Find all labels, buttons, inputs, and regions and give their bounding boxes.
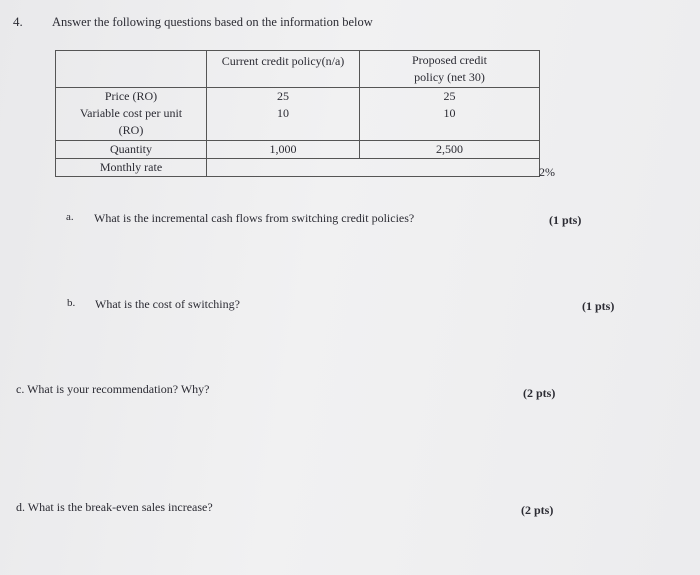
proposed-price-varcost-cell (360, 88, 540, 141)
table-header-row (56, 51, 540, 88)
label-variable-cost-line1: Variable cost per unit (79, 106, 183, 120)
current-price: 25 (277, 89, 289, 103)
header-current-policy: Current credit policy(n/a) (207, 51, 360, 88)
part-b-question: What is the cost of switching? (95, 297, 240, 311)
header-proposed-policy (360, 51, 540, 88)
header-empty-cell (56, 51, 207, 88)
label-quantity: Quantity (56, 141, 207, 159)
table-row (56, 141, 540, 159)
proposed-variable-cost: 10 (443, 106, 456, 120)
current-quantity: 1,000 (207, 141, 360, 159)
part-c-points: (2 pts) (523, 386, 556, 400)
credit-policy-table (55, 50, 555, 179)
label-price: Price (RO) (104, 89, 158, 103)
question-instruction: Answer the following questions based on the information below (52, 15, 373, 29)
part-d-question: d. What is the break-even sales increase? (16, 500, 213, 514)
header-proposed-line1: Proposed credit (412, 53, 487, 67)
monthly-rate-value: 2% (539, 165, 555, 179)
table-row (56, 88, 540, 141)
row-label-price-varcost (56, 88, 207, 141)
label-monthly-rate: Monthly rate (56, 159, 207, 177)
part-c-question: c. What is your recommendation? Why? (16, 382, 210, 396)
part-a-points: (1 pts) (549, 213, 582, 227)
part-a-label: a. (66, 211, 74, 223)
monthly-rate-cell (207, 159, 555, 179)
proposed-quantity: 2,500 (360, 141, 540, 159)
proposed-price: 25 (443, 89, 456, 103)
question-number: 4. (13, 14, 23, 29)
header-proposed-line2: policy (net 30) (414, 70, 485, 84)
part-b-points: (1 pts) (582, 299, 615, 313)
part-a-question: What is the incremental cash flows from switching credit policies? (94, 211, 415, 225)
part-b-label: b. (67, 297, 76, 309)
table-row (56, 159, 540, 177)
label-variable-cost-line2: (RO) (118, 123, 144, 137)
current-variable-cost: 10 (277, 106, 289, 120)
current-price-varcost-cell (207, 88, 360, 141)
part-d-points: (2 pts) (521, 503, 554, 517)
